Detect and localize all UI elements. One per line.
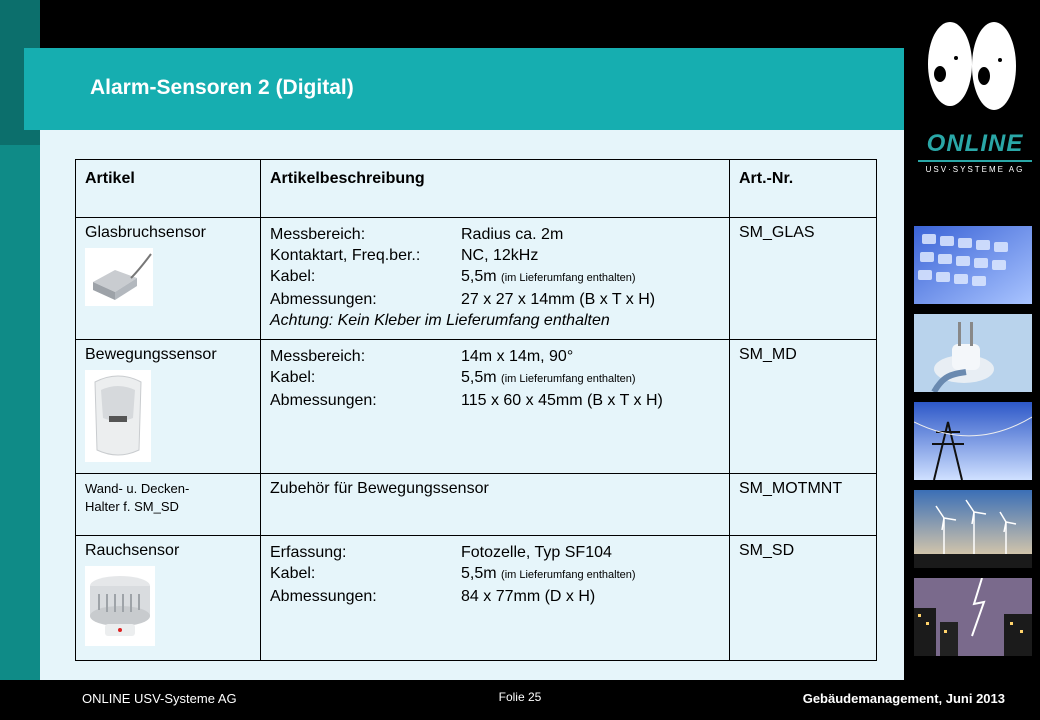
spec-value: 5,5m (im Lieferumfang enthalten) xyxy=(461,268,636,285)
article-name: Glasbruchsensor xyxy=(85,224,206,241)
table-row xyxy=(76,536,877,661)
spec-line xyxy=(270,289,720,310)
product-table xyxy=(75,159,877,661)
article-number-cell: SM_SD xyxy=(730,536,877,661)
spec-value: NC, 12kHz xyxy=(461,247,539,264)
spec-key: Abmessungen: xyxy=(270,392,377,409)
table-row xyxy=(76,474,877,536)
table-row xyxy=(76,218,877,340)
article-cell xyxy=(76,474,261,536)
spec-note: (im Lieferumfang enthalten) xyxy=(501,373,636,385)
article-cell xyxy=(76,536,261,661)
spec-note: (im Lieferumfang enthalten) xyxy=(501,272,636,284)
spec-key: Messbereich: xyxy=(270,226,366,243)
spec-key: Abmessungen: xyxy=(270,588,377,605)
plug-thumbnail-icon xyxy=(914,314,1032,392)
smoke-detector-icon xyxy=(85,566,155,646)
spec-value: 14m x 14m, 90° xyxy=(461,348,574,365)
power-tower-thumbnail-icon xyxy=(914,402,1032,480)
spec-key: Abmessungen: xyxy=(270,291,377,308)
header-article: Artikel xyxy=(76,160,261,218)
footer-topic-date: Gebäudemanagement, Juni 2013 xyxy=(802,691,1005,706)
logo-word: ONLINE xyxy=(926,130,1024,157)
spec-key: Erfassung: xyxy=(270,544,347,561)
spec-key: Kabel: xyxy=(270,268,316,285)
spec-line xyxy=(270,367,720,390)
spec-line xyxy=(270,245,720,266)
footer-slide-number: Folie 25 xyxy=(498,690,542,704)
article-number-cell: SM_MOTMNT xyxy=(730,474,877,536)
article-cell xyxy=(76,340,261,474)
spec-line xyxy=(270,224,720,245)
description-cell xyxy=(261,536,730,661)
remark: Achtung: Kein Kleber im Lieferumfang enthalten xyxy=(270,312,610,329)
spec-value: Radius ca. 2m xyxy=(461,226,564,243)
spec-line xyxy=(270,266,720,289)
spec-line xyxy=(270,563,720,586)
table-header-row xyxy=(76,160,877,218)
spec-line xyxy=(270,346,720,367)
spec-key: Kabel: xyxy=(270,369,316,386)
city-lightning-thumbnail-icon xyxy=(914,578,1032,656)
spec-key: Kontaktart, Freq.ber.: xyxy=(270,247,421,264)
spec-line xyxy=(270,390,720,411)
logo-divider xyxy=(918,160,1032,162)
article-name-line2: Halter f. SM_SD xyxy=(85,499,179,514)
article-number-cell: SM_GLAS xyxy=(730,218,877,340)
spec-value: Fotozelle, Typ SF104 xyxy=(461,544,612,561)
spec-note: (im Lieferumfang enthalten) xyxy=(501,569,636,581)
header-description: Artikelbeschreibung xyxy=(261,160,730,218)
spec-key: Messbereich: xyxy=(270,348,366,365)
spec-line xyxy=(270,586,720,607)
spec-value: 115 x 60 x 45mm (B x T x H) xyxy=(461,392,663,409)
description-cell xyxy=(261,218,730,340)
glass-break-sensor-icon xyxy=(85,248,153,306)
header-article-number: Art.-Nr. xyxy=(730,160,877,218)
article-cell xyxy=(76,218,261,340)
article-number-cell: SM_MD xyxy=(730,340,877,474)
motion-sensor-icon xyxy=(85,370,151,462)
spec-key: Kabel: xyxy=(270,565,316,582)
footer-company: ONLINE USV-Systeme AG xyxy=(82,691,237,706)
spec-value: 5,5m (im Lieferumfang enthalten) xyxy=(461,565,636,582)
article-name: Rauchsensor xyxy=(85,542,180,559)
description-cell: Zubehör für Bewegungssensor xyxy=(261,474,730,536)
spec-value: 84 x 77mm (D x H) xyxy=(461,588,596,605)
spec-line xyxy=(270,542,720,563)
logo-eyes-icon xyxy=(922,20,1022,112)
wind-turbines-thumbnail-icon xyxy=(914,490,1032,568)
slide-title: Alarm-Sensoren 2 (Digital) xyxy=(90,76,354,99)
spec-value: 27 x 27 x 14mm (B x T x H) xyxy=(461,291,656,308)
article-name: Bewegungssensor xyxy=(85,346,217,363)
table-row xyxy=(76,340,877,474)
spec-value: 5,5m (im Lieferumfang enthalten) xyxy=(461,369,636,386)
logo-subtitle: USV·SYSTEME AG xyxy=(925,165,1025,174)
description-cell xyxy=(261,340,730,474)
article-name-line1: Wand- u. Decken- xyxy=(85,481,190,496)
keyboard-thumbnail-icon xyxy=(914,226,1032,304)
